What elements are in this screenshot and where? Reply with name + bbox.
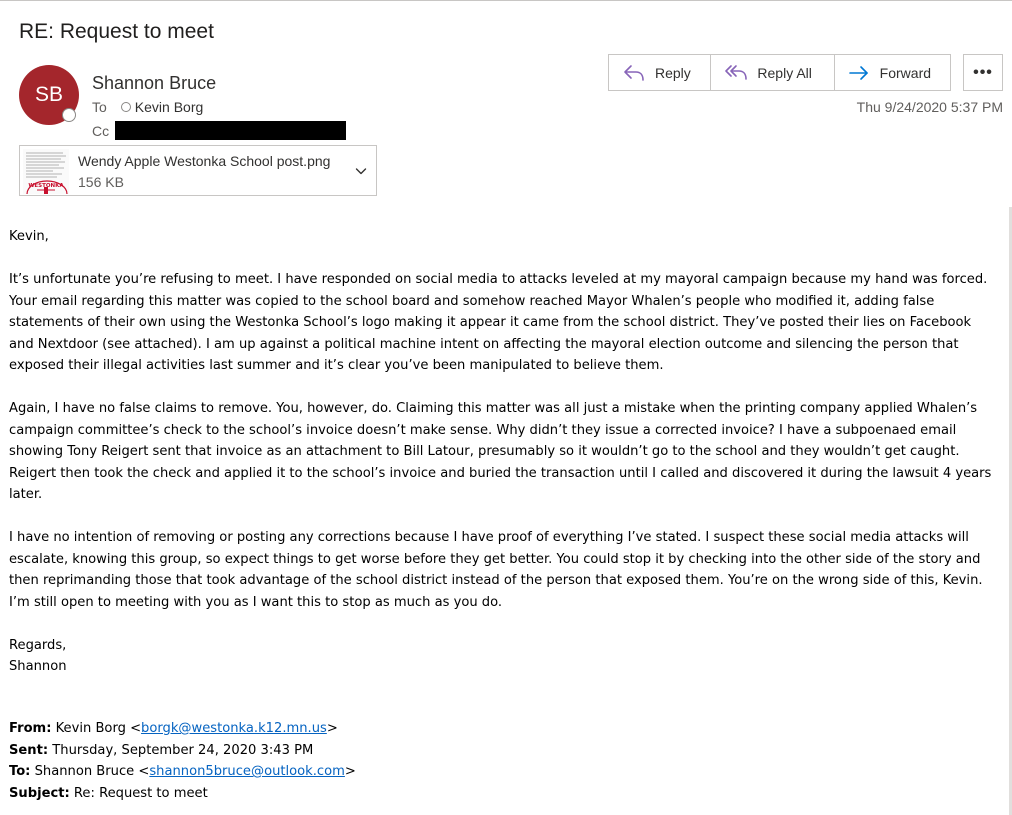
reply-icon	[623, 64, 645, 82]
chevron-down-icon[interactable]	[354, 164, 368, 178]
quoted-from-end: >	[326, 721, 338, 736]
cc-row	[92, 121, 346, 140]
body-paragraph: It’s unfortunate you’re refusing to meet. I have responded on social media to attacks leveled at my mayoral campaign because my hand was forced. Your email regarding this matter was copied to the school board and somehow reached Mayor Whalen’s people who modified it, adding false statements of their own using the Westonka School’s logo making it appear it came from the school district. They’ve posted their lies on Facebook and Nextdoor (see attached). I am up against a political machine intent on affecting the mayoral election outcome and silencing the person that exposed their illegal activities last summer and it’s clear you’ve been manipulated to believe them.	[9, 272, 988, 373]
quoted-from-name: Kevin Borg <	[51, 721, 142, 736]
quoted-sent-label: Sent:	[9, 742, 49, 758]
attachment-size: 156 KB	[78, 174, 124, 190]
quoted-from-label: From:	[9, 721, 52, 736]
reply-button[interactable]	[609, 55, 710, 90]
quoted-subject-label: Subject:	[9, 785, 70, 801]
forward-label: Forward	[879, 64, 932, 81]
reply-all-icon	[725, 64, 747, 82]
body-paragraph: I have no intention of removing or posting any corrections because I have proof of everything I’ve stated. I suspect these social media attacks will escalate, knowing this group, so expect things to get worse before they get better. You could stop it by checking into the other side of the story and then reprimanding those that took advantage of the school district instead of the person that exposed them. You’re on the wrong side of this, Kevin. I’m still open to meeting with you as I want this to stop as much as you do.	[9, 530, 983, 610]
quoted-subject-row	[9, 783, 999, 805]
cc-redacted-block	[115, 121, 346, 140]
body-closing: Regards,	[9, 637, 67, 653]
quoted-message-header	[9, 718, 999, 804]
attachment-card[interactable]	[19, 145, 377, 196]
email-subject: RE: Request to meet	[19, 20, 214, 43]
to-row	[92, 99, 203, 115]
reply-all-button[interactable]	[710, 55, 833, 90]
attachment-name: Wendy Apple Westonka School post.png	[78, 153, 331, 169]
quoted-sent-row	[9, 740, 999, 762]
more-actions-button[interactable]	[963, 54, 1003, 91]
quoted-to-name: Shannon Bruce <	[30, 764, 150, 779]
presence-status-icon	[62, 108, 76, 122]
thumbnail-logo-text: WESTONKA	[28, 183, 64, 189]
quoted-sent-value: Thursday, September 24, 2020 3:43 PM	[48, 742, 314, 758]
reply-label: Reply	[655, 64, 691, 81]
to-label: To	[92, 99, 107, 115]
quoted-to-row	[9, 761, 999, 783]
attachment-thumbnail-image	[23, 149, 69, 194]
reply-actions-group	[608, 54, 951, 91]
quoted-to-end: >	[344, 764, 356, 779]
email-date: Thu 9/24/2020 5:37 PM	[856, 99, 1003, 115]
forward-icon	[848, 64, 870, 82]
avatar-initials: SB	[34, 83, 63, 106]
sender-name[interactable]: Shannon Bruce	[92, 73, 217, 93]
reply-all-label: Reply All	[757, 64, 812, 81]
body-signature: Shannon	[9, 659, 67, 674]
quoted-from-row	[9, 718, 999, 740]
quoted-from-email-link[interactable]: borgk@westonka.k12.mn.us	[141, 721, 327, 736]
more-icon: •••	[973, 63, 993, 81]
cc-label: Cc	[92, 122, 110, 139]
body-greeting: Kevin,	[9, 229, 49, 244]
recipient-name[interactable]: Kevin Borg	[134, 99, 204, 115]
forward-button[interactable]	[834, 55, 950, 90]
quoted-to-email-link[interactable]: shannon5bruce@outlook.com	[149, 764, 345, 779]
quoted-to-label: To:	[9, 764, 31, 779]
quoted-subject-value: Re: Request to meet	[69, 785, 208, 801]
body-paragraph: Again, I have no false claims to remove. You, however, do. Claiming this matter was all just a mistake when the printing company applied Whalen’s campaign committee’s check to the school’s invoice doesn’t make sense. Why didn’t they issue a corrected invoice? I have a subpoenaed email showing Tony Reigert sent that invoice as an attachment to Bill Latour, presumably so it wouldn’t go to the school and they wouldn’t get caught. Reigert then took the check and applied it to the school’s invoice and buried the transaction until I called and discovered it during the lawsuit 4 years later.	[9, 401, 992, 502]
attachment-thumbnail	[23, 149, 69, 194]
recipient-presence-icon	[121, 102, 131, 112]
email-body	[9, 226, 999, 678]
top-divider	[0, 0, 1012, 1]
